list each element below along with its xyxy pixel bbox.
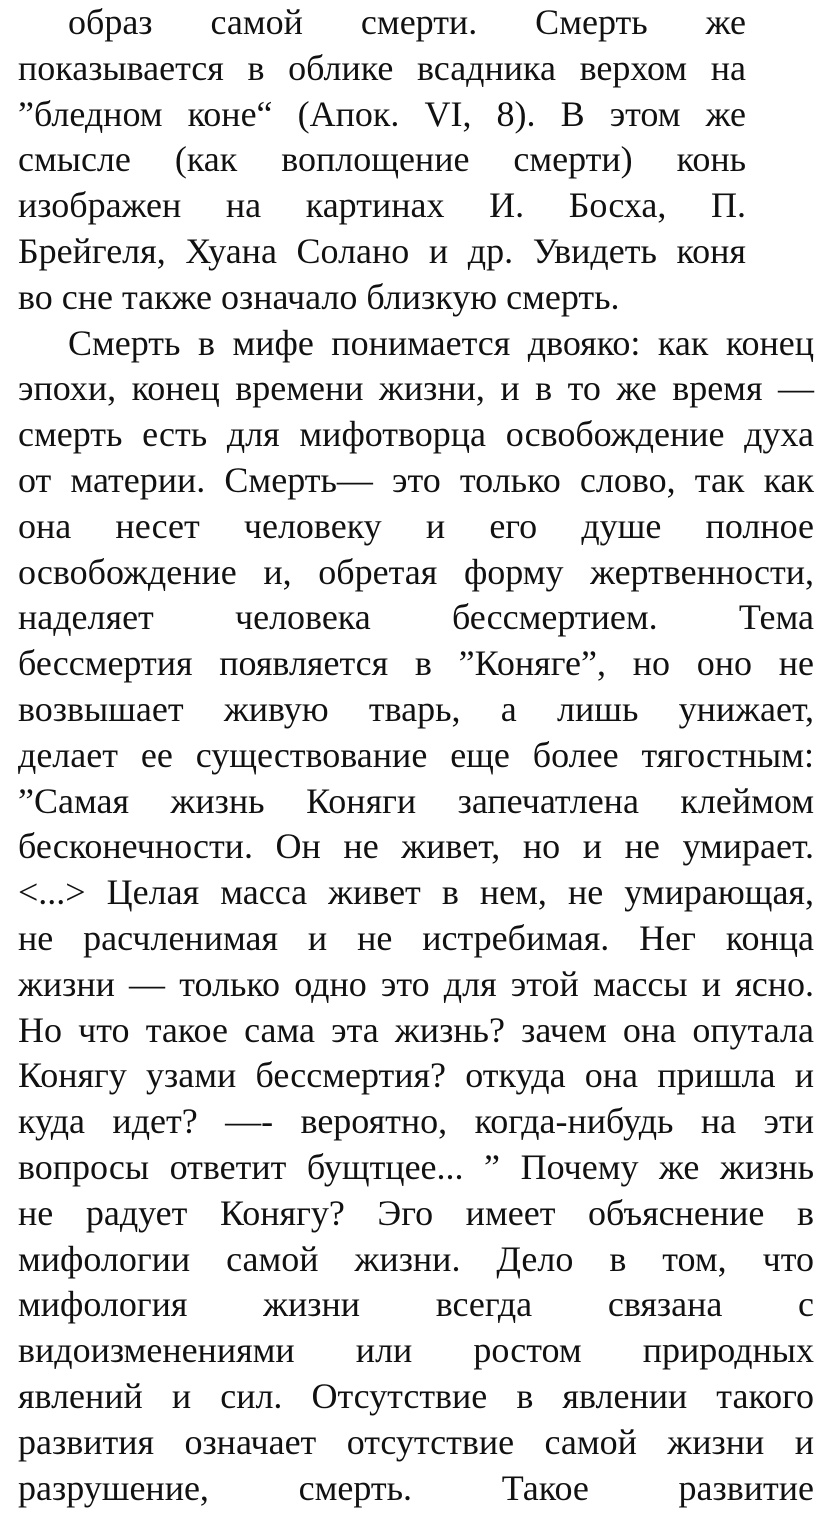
- text-line: эпохи, конец времени жизни, и в то же время —: [18, 368, 814, 409]
- document-page: [18, 0, 814, 1511]
- text-line: мифология жизни всегда связана с: [18, 1284, 814, 1325]
- text-line: не радует Конягу? Эго имеет объяснение в: [18, 1192, 814, 1233]
- text-line: вопросы ответит бущтцее... ” Почему же жизнь: [18, 1146, 814, 1187]
- text-line: изображен на картинах И. Босха, П.: [18, 185, 746, 226]
- text-line: во сне также означало близкую смерть.: [18, 276, 620, 317]
- text-line: бессмертия появляется в ”Коняге”, но оно не: [18, 643, 814, 684]
- text-line: наделяет человека бессмертием. Тема: [18, 597, 814, 638]
- text-line: показывается в облике всадника верхом на: [18, 47, 746, 88]
- text-line: ”Самая жизнь Коняги запечатлена клеймом: [18, 780, 814, 821]
- text-line: разрушение, смерть. Такое развитие: [18, 1467, 814, 1508]
- text-line: смысле (как воплощение смерти) конь: [18, 139, 746, 180]
- text-line: она несет человеку и его душе полное: [18, 505, 814, 546]
- text-line: ”бледном коне“ (Апок. VI, 8). В этом же: [18, 93, 746, 134]
- paragraph-1: [18, 0, 814, 321]
- text-line: мифологии самой жизни. Дело в том, что: [18, 1238, 814, 1279]
- text-line: Смерть в мифе понимается двояко: как конец: [68, 322, 814, 363]
- text-line: от материи. Смерть— это только слово, так как: [18, 459, 814, 500]
- text-line: бесконечности. Он не живет, но и не умирает.: [18, 826, 814, 867]
- text-line: Брейгеля, Хуана Солано и др. Увидеть коня: [18, 230, 746, 271]
- text-line: <...> Целая масса живет в нем, не умирающая,: [18, 872, 814, 913]
- text-line: образ самой смерти. Смерть же: [68, 2, 746, 42]
- text-line: видоизменениями или ростом природных: [18, 1330, 814, 1371]
- text-line: Конягу узами бессмертия? откуда она пришла и: [18, 1055, 814, 1096]
- text-line: делает ее существование еще более тягостным:: [18, 734, 814, 775]
- text-line: смерть есть для мифотворца освобождение духа: [18, 414, 814, 455]
- text-line: развития означает отсутствие самой жизни и: [18, 1421, 814, 1462]
- text-line: жизни — только одно это для этой массы и ясно.: [18, 963, 814, 1004]
- paragraph-2: [18, 321, 814, 1512]
- text-line: куда идет? —- вероятно, когда-нибудь на эти: [18, 1101, 814, 1142]
- text-line: освобождение и, обретая форму жертвенности,: [18, 551, 814, 592]
- text-line: не расчленимая и не истребимая. Нег конца: [18, 917, 814, 958]
- text-line: явлений и сил. Отсутствие в явлении такого: [18, 1375, 814, 1416]
- text-line: возвышает живую тварь, а лишь унижает,: [18, 688, 814, 729]
- text-line: Но что такое сама эта жизнь? зачем она опутала: [18, 1009, 814, 1050]
